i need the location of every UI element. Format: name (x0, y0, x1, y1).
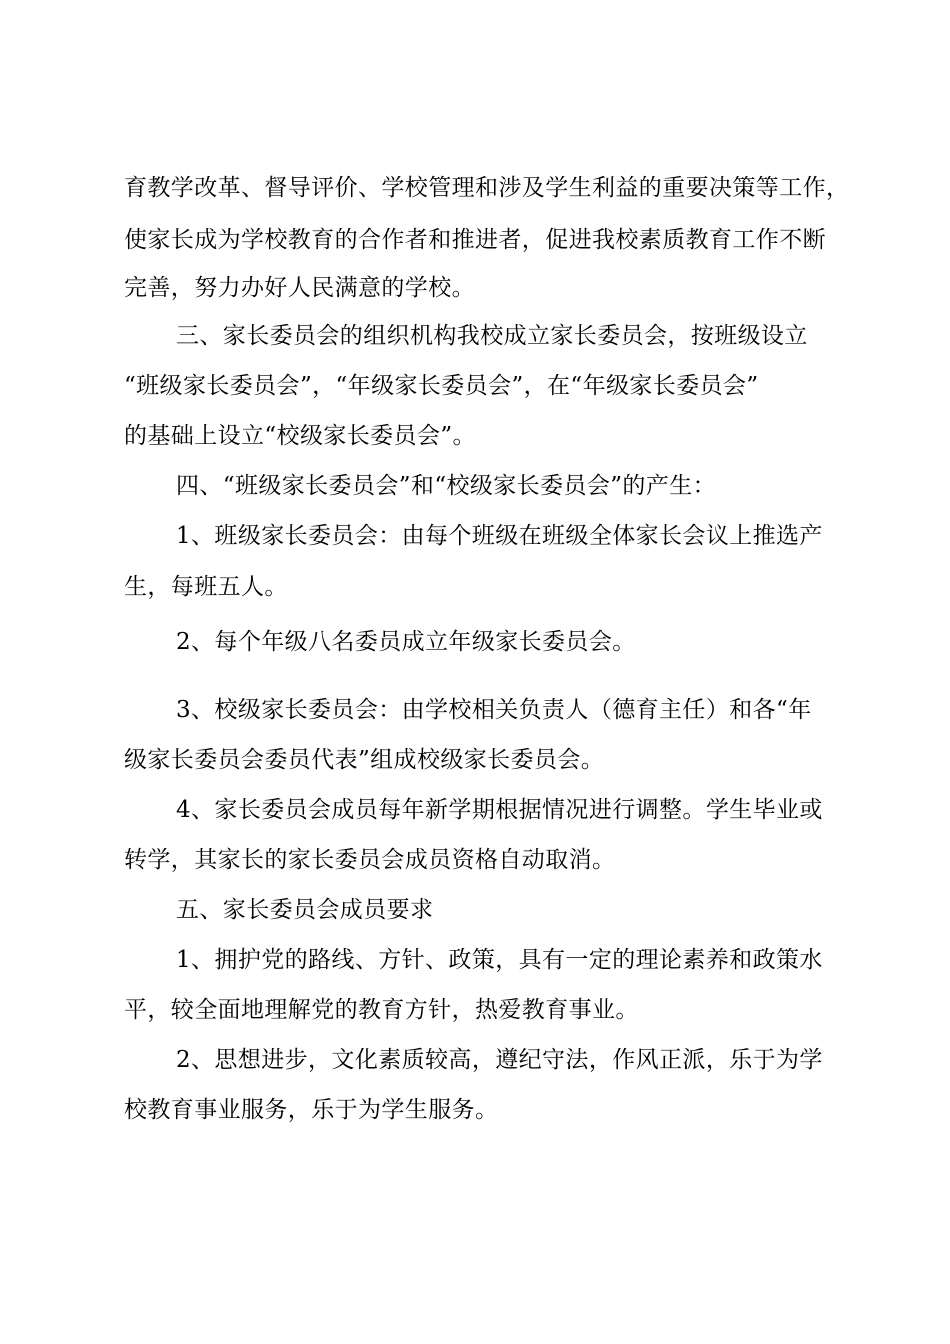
text-line: 校教育事业服务，乐于为学生服务。 (124, 1097, 499, 1123)
text-line: 转学，其家长的家长委员会成员资格自动取消。 (124, 847, 616, 873)
text-line: 2、每个年级八名委员成立年级家长委员会。 (176, 629, 636, 655)
text-line: “班级家长委员会”，“年级家长委员会”，在“年级家长委员会” (124, 373, 759, 399)
text-line: 三、家长委员会的组织机构我校成立家长委员会，按班级设立 (176, 323, 808, 349)
text-line: 完善，努力办好人民满意的学校。 (124, 275, 475, 301)
text-line: 平，较全面地理解党的教育方针，热爱教育事业。 (124, 997, 639, 1023)
text-line: 使家长成为学校教育的合作者和推进者，促进我校素质教育工作不断 (124, 227, 826, 253)
text-line: 育教学改革、督导评价、学校管理和涉及学生利益的重要决策等工作， (124, 175, 850, 201)
text-line: 3、校级家长委员会：由学校相关负责人（德育主任）和各“年 (176, 697, 812, 723)
text-line: 1、拥护党的路线、方针、政策，具有一定的理论素养和政策水 (176, 947, 823, 973)
text-line: 四、“班级家长委员会”和“校级家长委员会”的产生： (176, 473, 717, 499)
text-line: 生，每班五人。 (124, 574, 288, 600)
text-line: 4、家长委员会成员每年新学期根据情况进行调整。学生毕业或 (176, 797, 823, 823)
text-line: 五、家长委员会成员要求 (176, 897, 434, 923)
text-line: 的基础上设立“校级家长委员会”。 (124, 423, 476, 449)
text-line: 2、思想进步，文化素质较高，遵纪守法，作风正派，乐于为学 (176, 1047, 823, 1073)
text-line: 级家长委员会委员代表”组成校级家长委员会。 (124, 747, 605, 773)
text-line: 1、班级家长委员会：由每个班级在班级全体家长会议上推选产 (176, 523, 823, 549)
